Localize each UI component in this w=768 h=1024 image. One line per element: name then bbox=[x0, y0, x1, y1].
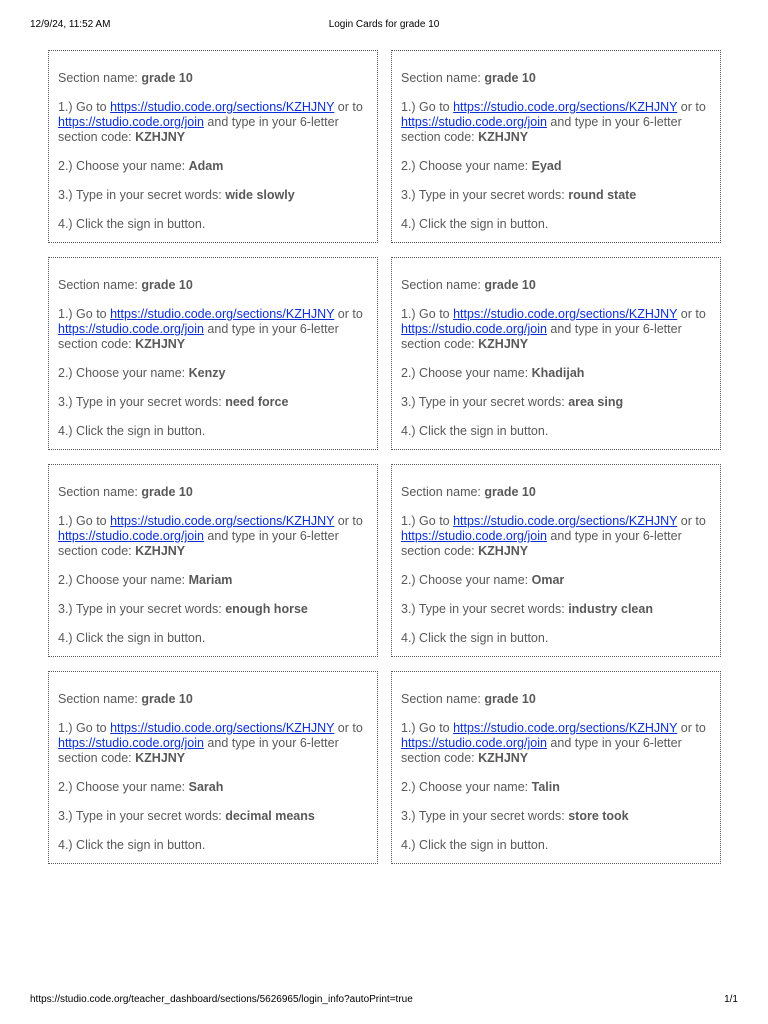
step-2 bbox=[58, 573, 368, 588]
join-link[interactable]: https://studio.code.org/join bbox=[401, 736, 547, 750]
step3-prefix: 3.) Type in your secret words: bbox=[401, 188, 569, 202]
step-4: 4.) Click the sign in button. bbox=[401, 424, 549, 438]
section-name-line bbox=[401, 485, 711, 500]
section-name-line bbox=[401, 278, 711, 293]
login-card bbox=[48, 257, 378, 450]
step-2 bbox=[401, 573, 711, 588]
step2-prefix: 2.) Choose your name: bbox=[401, 780, 532, 794]
secret-words: round state bbox=[568, 188, 637, 202]
step1-prefix: 1.) Go to bbox=[58, 721, 111, 735]
section-link[interactable]: https://studio.code.org/sections/KZHJNY bbox=[453, 307, 678, 321]
student-name: Khadijah bbox=[531, 366, 585, 380]
section-name-line bbox=[401, 692, 711, 707]
step2-prefix: 2.) Choose your name: bbox=[58, 780, 189, 794]
section-label: Section name: bbox=[401, 485, 485, 499]
step1-or: or to bbox=[677, 721, 706, 735]
step2-prefix: 2.) Choose your name: bbox=[401, 159, 532, 173]
section-code: KZHJNY bbox=[478, 130, 529, 144]
section-link[interactable]: https://studio.code.org/sections/KZHJNY bbox=[110, 100, 335, 114]
step1-prefix: 1.) Go to bbox=[401, 514, 454, 528]
section-name-line bbox=[58, 71, 368, 86]
section-name: grade 10 bbox=[141, 692, 193, 706]
step-2 bbox=[401, 366, 711, 381]
step2-prefix: 2.) Choose your name: bbox=[58, 573, 189, 587]
step-2 bbox=[58, 366, 368, 381]
step-2 bbox=[401, 780, 711, 795]
login-card bbox=[391, 671, 721, 864]
login-card bbox=[391, 464, 721, 657]
step-4: 4.) Click the sign in button. bbox=[401, 838, 549, 852]
step-1 bbox=[401, 721, 711, 766]
step-1 bbox=[58, 100, 368, 145]
section-name: grade 10 bbox=[484, 485, 536, 499]
section-label: Section name: bbox=[58, 71, 142, 85]
section-name-line bbox=[58, 485, 368, 500]
student-name: Kenzy bbox=[188, 366, 226, 380]
section-name-line bbox=[401, 71, 711, 86]
join-link[interactable]: https://studio.code.org/join bbox=[58, 322, 204, 336]
section-code: KZHJNY bbox=[135, 337, 186, 351]
step-3 bbox=[58, 602, 368, 617]
step1-or: or to bbox=[334, 100, 363, 114]
step-4: 4.) Click the sign in button. bbox=[58, 424, 206, 438]
secret-words: industry clean bbox=[568, 602, 653, 616]
step1-suffix: and type in your 6-letter section code: bbox=[58, 322, 339, 351]
step-1 bbox=[401, 100, 711, 145]
step-1 bbox=[58, 307, 368, 352]
student-name: Mariam bbox=[188, 573, 233, 587]
secret-words: area sing bbox=[568, 395, 624, 409]
step-1 bbox=[401, 514, 711, 559]
secret-words: store took bbox=[568, 809, 629, 823]
step2-prefix: 2.) Choose your name: bbox=[58, 366, 189, 380]
step3-prefix: 3.) Type in your secret words: bbox=[58, 188, 226, 202]
join-link[interactable]: https://studio.code.org/join bbox=[58, 115, 204, 129]
section-code: KZHJNY bbox=[478, 751, 529, 765]
student-name: Sarah bbox=[188, 780, 224, 794]
step1-or: or to bbox=[677, 100, 706, 114]
step-3 bbox=[401, 809, 711, 824]
step-2 bbox=[401, 159, 711, 174]
section-name: grade 10 bbox=[141, 278, 193, 292]
step-4: 4.) Click the sign in button. bbox=[58, 631, 206, 645]
section-code: KZHJNY bbox=[135, 544, 186, 558]
step1-suffix: and type in your 6-letter section code: bbox=[58, 529, 339, 558]
step2-prefix: 2.) Choose your name: bbox=[401, 573, 532, 587]
step-1 bbox=[58, 721, 368, 766]
step-3 bbox=[401, 395, 711, 410]
section-link[interactable]: https://studio.code.org/sections/KZHJNY bbox=[110, 514, 335, 528]
secret-words: decimal means bbox=[225, 809, 315, 823]
step3-prefix: 3.) Type in your secret words: bbox=[58, 395, 226, 409]
join-link[interactable]: https://studio.code.org/join bbox=[401, 115, 547, 129]
step3-prefix: 3.) Type in your secret words: bbox=[401, 395, 569, 409]
student-name: Talin bbox=[531, 780, 560, 794]
step1-suffix: and type in your 6-letter section code: bbox=[58, 736, 339, 765]
step-4: 4.) Click the sign in button. bbox=[401, 217, 549, 231]
step1-suffix: and type in your 6-letter section code: bbox=[401, 529, 682, 558]
step2-prefix: 2.) Choose your name: bbox=[58, 159, 189, 173]
join-link[interactable]: https://studio.code.org/join bbox=[401, 322, 547, 336]
section-name: grade 10 bbox=[141, 71, 193, 85]
section-label: Section name: bbox=[401, 692, 485, 706]
step3-prefix: 3.) Type in your secret words: bbox=[58, 602, 226, 616]
section-link[interactable]: https://studio.code.org/sections/KZHJNY bbox=[110, 307, 335, 321]
step1-prefix: 1.) Go to bbox=[401, 100, 454, 114]
step-2 bbox=[58, 780, 368, 795]
secret-words: enough horse bbox=[225, 602, 308, 616]
step1-prefix: 1.) Go to bbox=[58, 307, 111, 321]
step-1 bbox=[401, 307, 711, 352]
section-code: KZHJNY bbox=[135, 130, 186, 144]
step1-or: or to bbox=[334, 514, 363, 528]
step-4: 4.) Click the sign in button. bbox=[58, 217, 206, 231]
print-datetime: 12/9/24, 11:52 AM bbox=[30, 19, 111, 30]
section-link[interactable]: https://studio.code.org/sections/KZHJNY bbox=[453, 514, 678, 528]
step-3 bbox=[401, 602, 711, 617]
student-name: Eyad bbox=[531, 159, 562, 173]
section-name: grade 10 bbox=[484, 278, 536, 292]
section-label: Section name: bbox=[401, 278, 485, 292]
step-4: 4.) Click the sign in button. bbox=[58, 838, 206, 852]
section-code: KZHJNY bbox=[478, 337, 529, 351]
login-card bbox=[391, 50, 721, 243]
page-number: 1/1 bbox=[724, 994, 738, 1005]
join-link[interactable]: https://studio.code.org/join bbox=[58, 736, 204, 750]
student-name: Adam bbox=[188, 159, 224, 173]
section-label: Section name: bbox=[58, 692, 142, 706]
secret-words: wide slowly bbox=[225, 188, 295, 202]
step1-or: or to bbox=[334, 721, 363, 735]
step3-prefix: 3.) Type in your secret words: bbox=[58, 809, 226, 823]
secret-words: need force bbox=[225, 395, 289, 409]
step3-prefix: 3.) Type in your secret words: bbox=[401, 809, 569, 823]
login-card bbox=[48, 671, 378, 864]
step1-prefix: 1.) Go to bbox=[58, 100, 111, 114]
section-code: KZHJNY bbox=[478, 544, 529, 558]
step-1 bbox=[58, 514, 368, 559]
step1-or: or to bbox=[334, 307, 363, 321]
step1-or: or to bbox=[677, 307, 706, 321]
section-name: grade 10 bbox=[484, 692, 536, 706]
login-card bbox=[48, 464, 378, 657]
section-name-line bbox=[58, 692, 368, 707]
step1-suffix: and type in your 6-letter section code: bbox=[401, 736, 682, 765]
section-code: KZHJNY bbox=[135, 751, 186, 765]
step2-prefix: 2.) Choose your name: bbox=[401, 366, 532, 380]
section-label: Section name: bbox=[401, 71, 485, 85]
join-link[interactable]: https://studio.code.org/join bbox=[58, 529, 204, 543]
login-cards-grid bbox=[48, 50, 721, 864]
step-3 bbox=[58, 188, 368, 203]
step-2 bbox=[58, 159, 368, 174]
section-label: Section name: bbox=[58, 485, 142, 499]
step1-suffix: and type in your 6-letter section code: bbox=[401, 322, 682, 351]
step1-suffix: and type in your 6-letter section code: bbox=[401, 115, 682, 144]
section-name-line bbox=[58, 278, 368, 293]
step-3 bbox=[58, 809, 368, 824]
section-link[interactable]: https://studio.code.org/sections/KZHJNY bbox=[110, 721, 335, 735]
section-name: grade 10 bbox=[484, 71, 536, 85]
step1-prefix: 1.) Go to bbox=[401, 307, 454, 321]
student-name: Omar bbox=[531, 573, 565, 587]
section-name: grade 10 bbox=[141, 485, 193, 499]
print-url: https://studio.code.org/teacher_dashboard/sections/5626965/login_info?autoPrint=true bbox=[30, 994, 413, 1005]
step-3 bbox=[401, 188, 711, 203]
step1-prefix: 1.) Go to bbox=[401, 721, 454, 735]
step1-or: or to bbox=[677, 514, 706, 528]
step1-prefix: 1.) Go to bbox=[58, 514, 111, 528]
section-link[interactable]: https://studio.code.org/sections/KZHJNY bbox=[453, 721, 678, 735]
section-label: Section name: bbox=[58, 278, 142, 292]
section-link[interactable]: https://studio.code.org/sections/KZHJNY bbox=[453, 100, 678, 114]
login-card bbox=[391, 257, 721, 450]
join-link[interactable]: https://studio.code.org/join bbox=[401, 529, 547, 543]
page-title: Login Cards for grade 10 bbox=[328, 19, 440, 30]
login-card bbox=[48, 50, 378, 243]
step1-suffix: and type in your 6-letter section code: bbox=[58, 115, 339, 144]
step3-prefix: 3.) Type in your secret words: bbox=[401, 602, 569, 616]
step-3 bbox=[58, 395, 368, 410]
step-4: 4.) Click the sign in button. bbox=[401, 631, 549, 645]
